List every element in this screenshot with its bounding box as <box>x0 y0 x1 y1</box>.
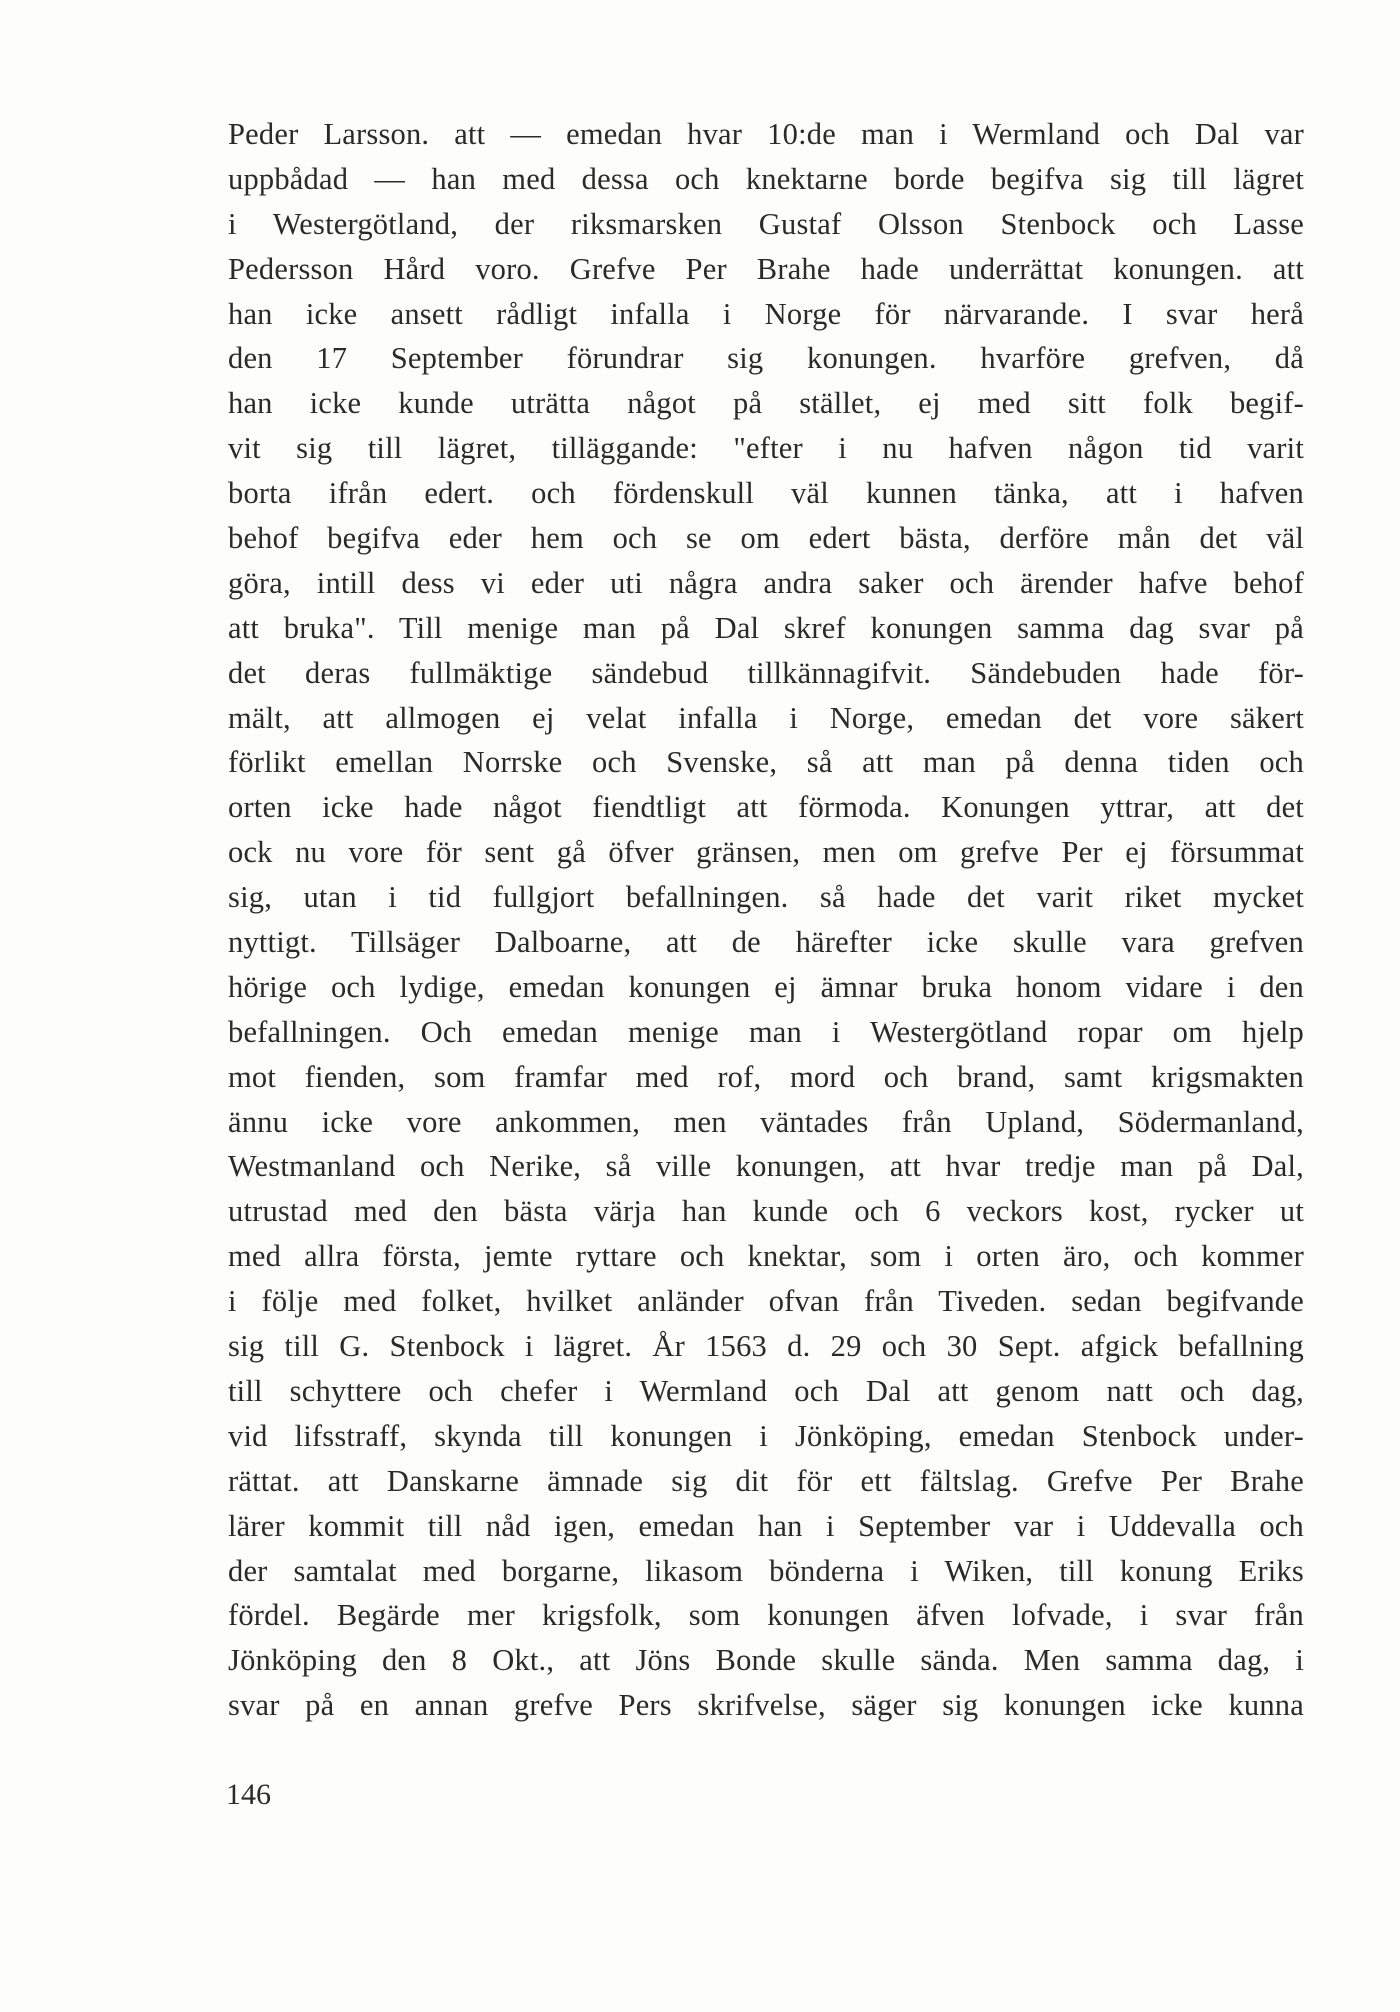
text-line: vid lifsstraff, skynda till konungen i Jönköping, emedan Stenbock under- <box>228 1418 1304 1453</box>
text-line: sig, utan i tid fullgjort befallningen. så hade det varit riket mycket <box>228 880 1304 915</box>
text-line: i följe med folket, hvilket anländer ofvan från Tiveden. sedan begifvande <box>228 1284 1304 1319</box>
text-line: Peder Larsson. att — emedan hvar 10:de man i Wermland och Dal var <box>228 117 1304 151</box>
text-line: rättat. att Danskarne ämnade sig dit för ett fältslag. Grefve Per Brahe <box>228 1463 1304 1498</box>
text-line: behof begifva eder hem och se om edert bästa, derföre mån det väl <box>228 521 1304 556</box>
text-line: att bruka". Till menige man på Dal skref konungen samma dag svar på <box>228 610 1304 645</box>
text-line: der samtalat med borgarne, likasom bönderna i Wiken, till konung Eriks <box>228 1553 1304 1588</box>
text-line: mot fienden, som framfar med rof, mord och brand, samt krigsmakten <box>228 1059 1304 1094</box>
text-line: i Westergötland, der riksmarsken Gustaf Olsson Stenbock och Lasse <box>228 206 1304 241</box>
text-line: uppbådad — han med dessa och knektarne borde begifva sig till lägret <box>228 161 1304 196</box>
text-line: nyttigt. Tillsäger Dalboarne, att de härefter icke skulle vara grefven <box>228 925 1304 960</box>
text-line: ännu icke vore ankommen, men väntades från Upland, Södermanland, <box>228 1104 1304 1139</box>
text-line: vit sig till lägret, tilläggande: "efter i nu hafven någon tid varit <box>228 431 1304 466</box>
text-line: ock nu vore för sent gå öfver gränsen, men om grefve Per ej försummat <box>228 835 1304 870</box>
text-line: han icke ansett rådligt infalla i Norge för närvarande. I svar herå <box>228 296 1304 331</box>
text-line: göra, intill dess vi eder uti några andra saker och ärender hafve behof <box>228 565 1304 600</box>
body-text <box>228 112 1304 1728</box>
text-line: utrustad med den bästa värja han kunde och 6 veckors kost, rycker ut <box>228 1194 1304 1229</box>
text-line: sig till G. Stenbock i lägret. År 1563 d. 29 och 30 Sept. afgick befallning <box>228 1329 1304 1364</box>
text-line: Jönköping den 8 Okt., att Jöns Bonde skulle sända. Men samma dag, i <box>228 1643 1304 1678</box>
text-line: den 17 September förundrar sig konungen. hvarföre grefven, då <box>228 341 1304 376</box>
text-line: Westmanland och Nerike, så ville konungen, att hvar tredje man på Dal, <box>228 1149 1304 1184</box>
text-line: mält, att allmogen ej velat infalla i Norge, emedan det vore säkert <box>228 700 1304 735</box>
text-line: borta ifrån edert. och fördenskull väl kunnen tänka, att i hafven <box>228 476 1304 511</box>
text-line: det deras fullmäktige sändebud tillkännagifvit. Sändebuden hade för- <box>228 655 1304 690</box>
text-line: han icke kunde uträtta något på stället, ej med sitt folk begif- <box>228 386 1304 421</box>
text-line: förlikt emellan Norrske och Svenske, så att man på denna tiden och <box>228 745 1304 780</box>
text-line: lärer kommit till nåd igen, emedan han i September var i Uddevalla och <box>228 1508 1304 1543</box>
text-line: med allra första, jemte ryttare och knektar, som i orten äro, och kommer <box>228 1239 1304 1274</box>
text-line: orten icke hade något fiendtligt att förmoda. Konungen yttrar, att det <box>228 790 1304 825</box>
text-line: hörige och lydige, emedan konungen ej ämnar bruka honom vidare i den <box>228 969 1304 1004</box>
text-line: fördel. Begärde mer krigsfolk, som konungen äfven lofvade, i svar från <box>228 1598 1304 1633</box>
text-line: till schyttere och chefer i Wermland och Dal att genom natt och dag, <box>228 1373 1304 1408</box>
text-line: befallningen. Och emedan menige man i Westergötland ropar om hjelp <box>228 1014 1304 1049</box>
text-line: svar på en annan grefve Pers skrifvelse, säger sig konungen icke kunna <box>228 1688 1304 1723</box>
page-number: 146 <box>226 1778 271 1811</box>
text-line: Pedersson Hård voro. Grefve Per Brahe hade underrättat konungen. att <box>228 251 1304 286</box>
